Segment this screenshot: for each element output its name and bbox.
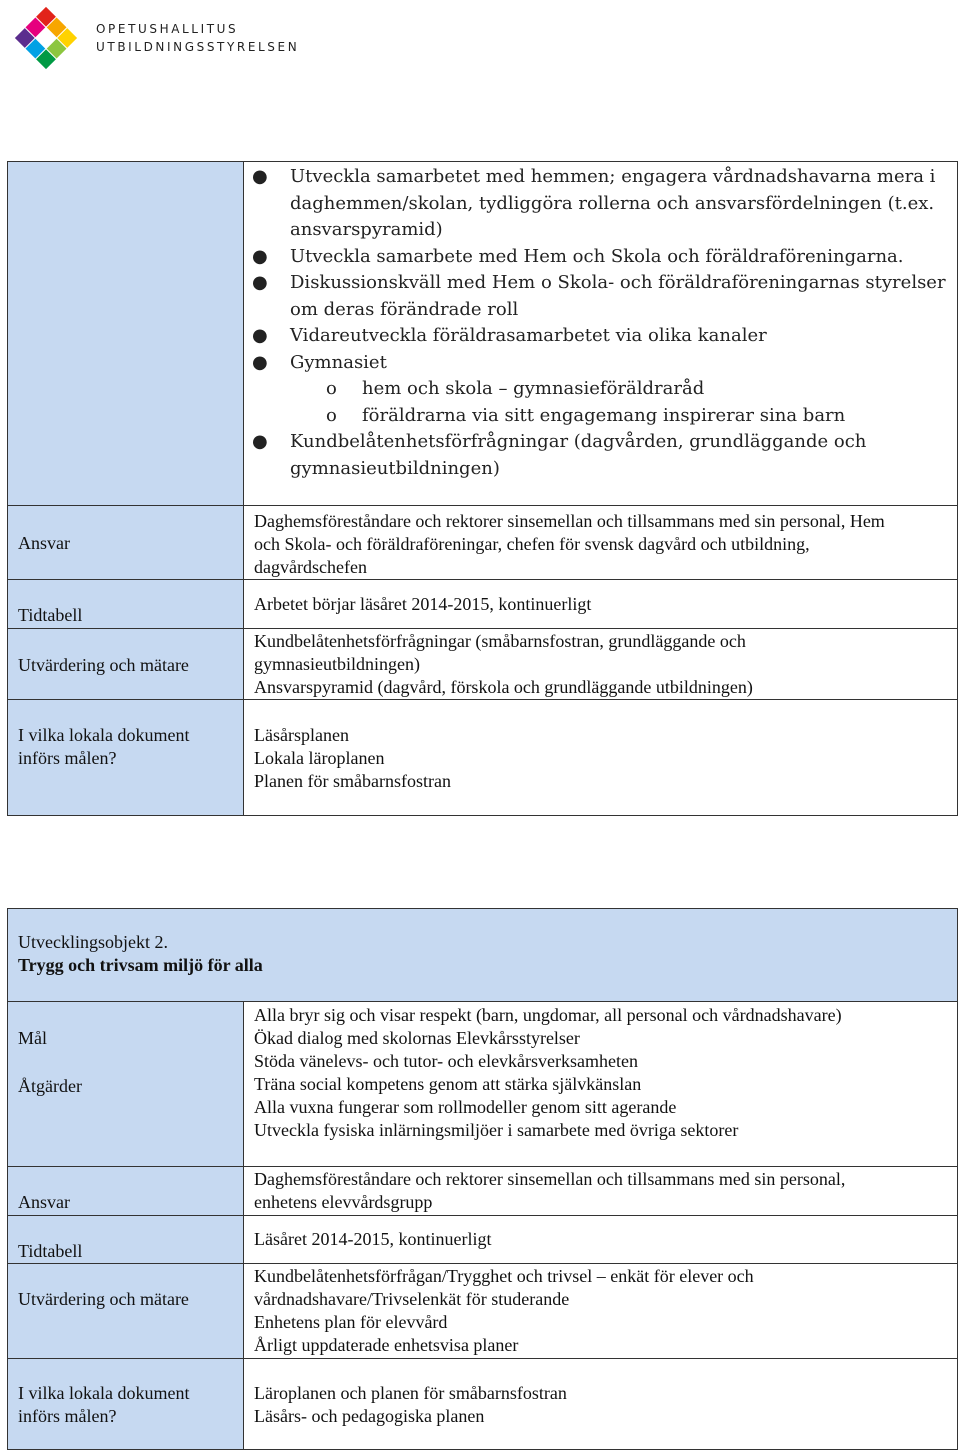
label-tidtabell: Tidtabell [8, 1216, 244, 1264]
sub-list [290, 376, 953, 429]
label-dokument: I vilka lokala dokument införs målen? [8, 700, 244, 816]
list-item: ● Diskussionskväll med Hem o Skola- och föräldraföreningarnas styrelser om deras förändrade roll [252, 272, 946, 320]
label-utvardering: Utvärdering och mätare [8, 629, 244, 700]
sub-bullet-icon: o [326, 378, 337, 399]
label-tidtabell: Tidtabell [8, 580, 244, 629]
org-name [96, 20, 299, 56]
measures-cell [244, 162, 958, 506]
label-ansvar: Ansvar [8, 1167, 244, 1216]
value-tidtabell: Arbetet börjar läsåret 2014-2015, kontinuerligt [244, 580, 958, 629]
bullet-icon: ● [252, 272, 268, 293]
bullet-icon: ● [252, 351, 268, 373]
sub-bullet-icon: o [326, 404, 337, 426]
measures-list [244, 164, 953, 482]
list-item: ● Kundbelåtenhetsförfrågningar (dagvården, grundläggande och gymnasieutbildningen) [252, 431, 867, 479]
value-utvardering: Kundbelåtenhetsförfrågningar (småbarnsfostran, grundläggande och gymnasieutbildningen) Ansvarspyramid (dagvård, förskola och grundläggande utbildningen) [244, 629, 958, 700]
value-utvardering: Kundbelåtenhetsförfrågan/Trygghet och trivsel – enkät för elever och vårdnadshavare/Trivselenkät för studerande Enhetens plan för elevvård Årligt uppdaterade enhetsvisa planer [244, 1264, 958, 1359]
sub-list-item: o hem och skola – gymnasieföräldraråd [290, 376, 953, 403]
logo-icon [8, 2, 84, 74]
value-ansvar: Daghemsföreståndare och rektorer sinsemellan och tillsammans med sin personal, enhetens elevvårdsgrupp [244, 1167, 958, 1216]
value-ansvar: Daghemsföreståndare och rektorer sinsemellan och tillsammans med sin personal, Hem och Skola- och föräldraföreningar, chefen för svensk dagvård och utbildning, dagvårdschefen [244, 506, 958, 580]
list-item: ● Utveckla samarbetet med hemmen; engagera vårdnadshavarna mera i daghemmen/skolan, tydliggöra rollerna och ansvarsfördelningen (t.ex. ansvarspyramid) [252, 166, 936, 240]
development-table-2 [7, 908, 958, 1450]
list-item: ● Vidareutveckla föräldrasamarbetet via olika kanaler [244, 323, 953, 350]
objective-title: Trygg och trivsam miljö för alla [18, 955, 263, 975]
org-name-fi: OPETUSHALLITUS [96, 22, 239, 36]
bullet-icon: ● [252, 325, 268, 346]
label-cell-empty [8, 162, 244, 506]
label-mal: Mål [18, 1028, 47, 1048]
org-name-sv: UTBILDNINGSSTYRELSEN [96, 40, 300, 54]
objective-header [8, 909, 958, 1002]
bullet-icon: ● [252, 166, 268, 187]
value-dokument: Läsårsplanen Lokala läroplanen Planen för småbarnsfostran [244, 700, 958, 816]
value-dokument: Läroplanen och planen för småbarnsfostran Läsårs- och pedagogiska planen [244, 1359, 958, 1450]
label-mal-atgarder [8, 1002, 244, 1167]
list-item: ● Utveckla samarbete med Hem och Skola och föräldraföreningarna. [244, 244, 953, 271]
label-ansvar: Ansvar [8, 506, 244, 580]
value-tidtabell: Läsåret 2014-2015, kontinuerligt [244, 1216, 958, 1264]
value-goals: Alla bryr sig och visar respekt (barn, ungdomar, all personal och vårdnadshavare) Ökad dialog med skolornas Elevkårsstyrelser Stöda vänelevs- och tutor- och elevkårsverksamheten Träna social kompetens genom att stärka självkänslan Alla vuxna fungerar som rollmodeller genom sitt agerande Utveckla fysiska inlärningsmiljöer i samarbete med övriga sektorer [244, 1002, 958, 1167]
label-dokument: I vilka lokala dokument införs målen? [8, 1359, 244, 1450]
bullet-icon: ● [252, 431, 268, 452]
objective-number: Utvecklingsobjekt 2. [18, 932, 168, 952]
sub-list-item: o föräldrarna via sitt engagemang inspirerar sina barn [290, 403, 953, 430]
label-atgarder: Åtgärder [18, 1076, 82, 1096]
bullet-icon: ● [252, 245, 268, 267]
development-table-1 [7, 161, 958, 816]
label-utvardering: Utvärdering och mätare [8, 1264, 244, 1359]
list-item: ● Gymnasiet o hem och skola – gymnasieföräldraråd o föräldrarna via sitt engagemang inspirerar sina barn [244, 350, 953, 430]
